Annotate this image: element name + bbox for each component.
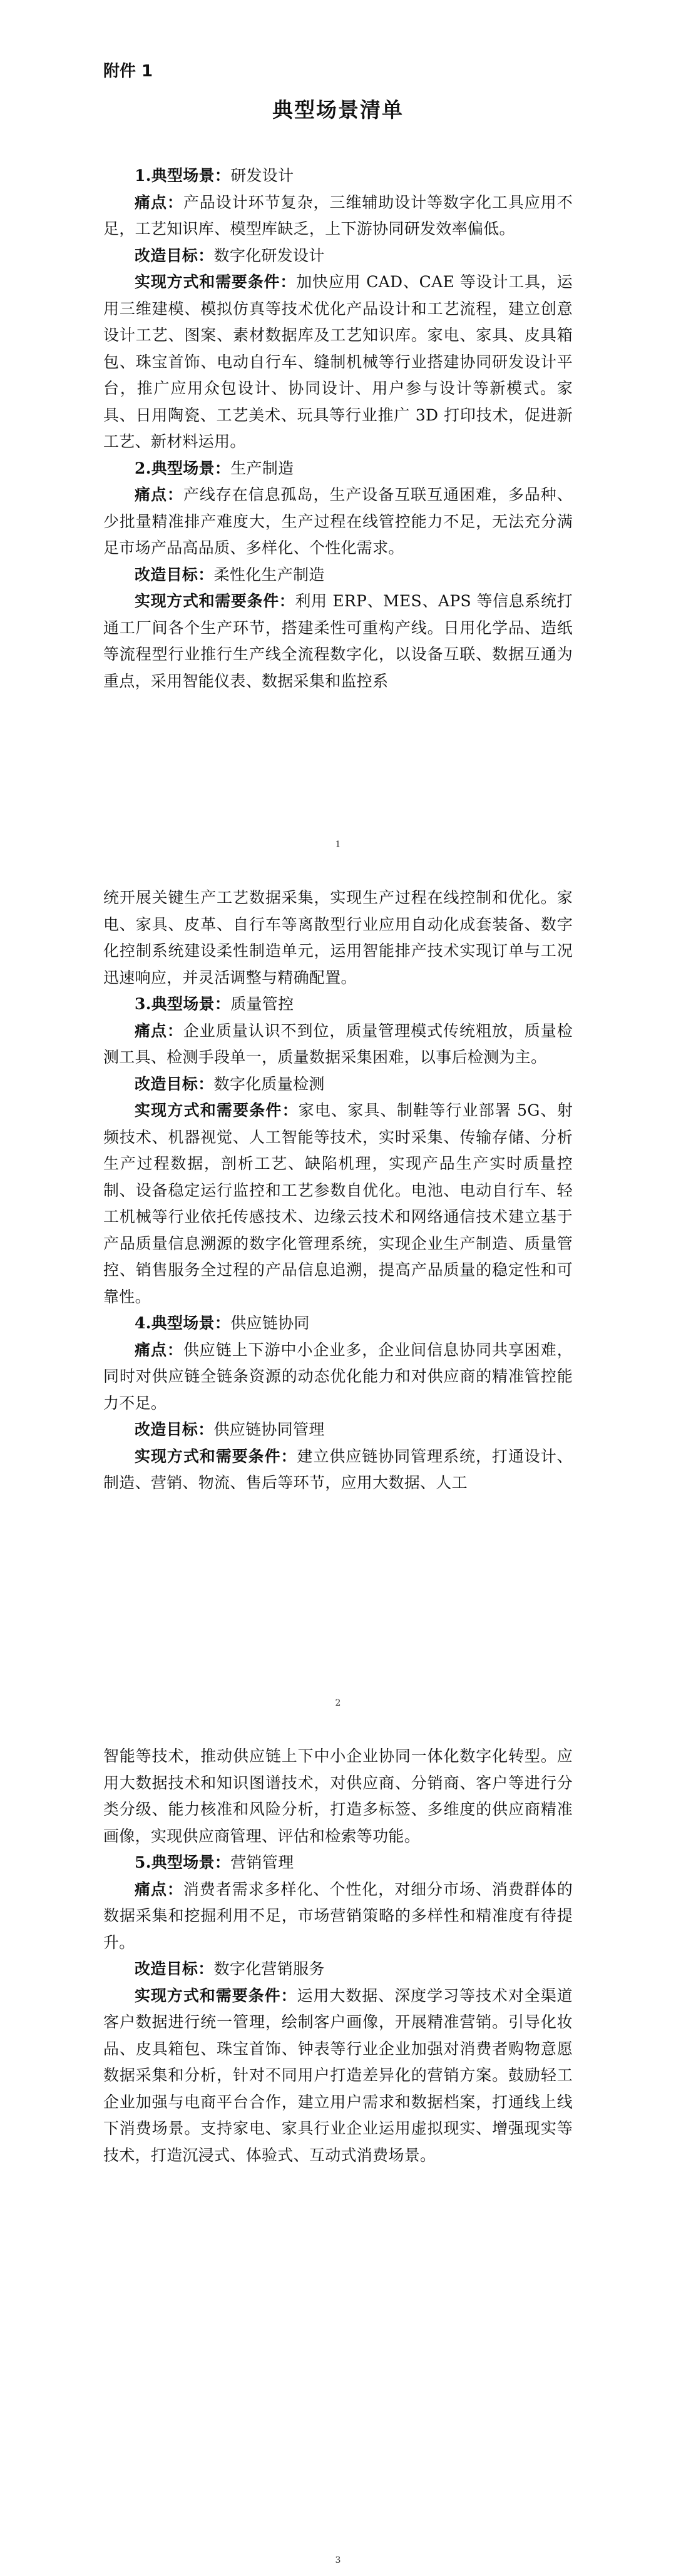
goal-text: 数字化营销服务	[213, 1960, 325, 1978]
goal-paragraph	[103, 243, 573, 270]
method-paragraph	[103, 1097, 573, 1310]
goal-label: 改造目标：	[135, 1420, 214, 1438]
method-text: 运用大数据、深度学习等技术对全渠道客户数据进行统一管理，绘制客户画像，开展精准营销。引导化妆品、皮具箱包、珠宝首饰、钟表等行业企业加强对消费者购物意愿数据采集和分析，针对不同用户打造差异化的营销方案。鼓励轻工企业加强与电商平台合作，建立用户需求和数据档案，打通线上线下消费场景。支持家电、家具行业企业运用虚拟现实、增强现实等技术，打造沉浸式、体验式、互动式消费场景。	[103, 1986, 573, 2164]
goal-text: 数字化研发设计	[213, 246, 325, 265]
pain-point-label: 痛点：	[135, 486, 183, 504]
method-label: 实现方式和需要条件：	[135, 1101, 299, 1119]
continuation-paragraph	[103, 885, 573, 991]
method-label: 实现方式和需要条件：	[135, 273, 297, 291]
pain-point-label: 痛点：	[135, 1340, 183, 1359]
page-2-content	[103, 885, 573, 1497]
goal-text: 柔性化生产制造	[213, 565, 325, 584]
method-paragraph	[103, 1443, 573, 1497]
scenario-heading-label: 3.典型场景：	[135, 995, 231, 1013]
method-text: 利用 ERP、MES、APS 等信息系统打通工厂间各个生产环节，搭建柔性可重构产线。日用化学品、造纸等流程型行业推行生产线全流程数字化，以设备互联、数据互通为重点，采用智能仪表、数据采集和监控系	[103, 592, 573, 690]
goal-paragraph	[103, 1417, 573, 1443]
method-text: 家电、家具、制鞋等行业部署 5G、射频技术、机器视觉、人工智能等技术，实时采集、传输存储、分析生产过程数据，剖析工艺、缺陷机理，实现产品生产实时质量控制、设备稳定运行监控和工艺参数自优化。电池、电动自行车、轻工机械等行业依托传感技术、边缘云技术和网络通信技术建立基于产品质量信息溯源的数字化管理系统，实现企业生产制造、质量管控、销售服务全过程的产品信息追溯，提高产品质量的稳定性和可靠性。	[103, 1101, 573, 1306]
goal-text: 供应链协同管理	[213, 1420, 325, 1438]
continuation-paragraph	[103, 1743, 573, 1850]
pain-point-paragraph	[103, 1018, 573, 1071]
attachment-label: 附件 1	[103, 62, 153, 81]
method-text: 建立供应链协同管理系统，打通设计、制造、营销、物流、售后等环节，应用大数据、人工	[103, 1447, 573, 1492]
method-label: 实现方式和需要条件：	[135, 1447, 297, 1465]
scenario-heading-text: 研发设计	[230, 166, 294, 185]
goal-label: 改造目标：	[135, 1074, 214, 1093]
page-1-content	[103, 58, 573, 695]
method-paragraph	[103, 269, 573, 456]
scenario-heading	[103, 1310, 573, 1337]
pain-point-label: 痛点：	[135, 1021, 183, 1040]
scenario-heading	[103, 991, 573, 1018]
goal-paragraph	[103, 562, 573, 589]
goal-label: 改造目标：	[135, 246, 214, 265]
scenario-heading-label: 5.典型场景：	[135, 1853, 231, 1871]
page-number: 1	[335, 840, 341, 850]
document-title: 典型场景清单	[272, 98, 404, 122]
method-paragraph	[103, 588, 573, 695]
pain-point-text: 消费者需求多样化、个性化，对细分市场、消费群体的数据采集和挖掘利用不足，市场营销策略的多样性和精准度有待提升。	[103, 1880, 573, 1952]
pain-point-label: 痛点：	[135, 193, 183, 211]
page-3-content	[103, 1743, 573, 2169]
scenario-heading-label: 2.典型场景：	[135, 459, 231, 477]
scenario-heading-label: 1.典型场景：	[135, 166, 231, 185]
scenario-heading	[103, 163, 573, 190]
pain-point-text: 企业质量认识不到位，质量管理模式传统粗放，质量检测工具、检测手段单一，质量数据采集困难，以事后检测为主。	[103, 1021, 573, 1066]
pain-point-paragraph	[103, 482, 573, 562]
scenario-heading	[103, 456, 573, 482]
pain-point-text: 产品设计环节复杂，三维辅助设计等数字化工具应用不足，工艺知识库、模型库缺乏，上下游协同研发效率偏低。	[103, 193, 573, 238]
scenario-heading-text: 生产制造	[230, 459, 294, 477]
pain-point-paragraph	[103, 1876, 573, 1957]
method-paragraph	[103, 1983, 573, 2169]
scenario-heading	[103, 1850, 573, 1876]
scenario-heading-text: 营销管理	[230, 1853, 294, 1871]
goal-label: 改造目标：	[135, 565, 214, 584]
continuation-text: 统开展关键生产工艺数据采集，实现生产过程在线控制和优化。家电、家具、皮革、自行车等离散型行业应用自动化成套装备、数字化控制系统建设柔性制造单元，运用智能排产技术实现订单与工况迅速响应，并灵活调整与精确配置。	[103, 888, 573, 987]
pain-point-paragraph	[103, 190, 573, 243]
scenario-heading-text: 供应链协同	[230, 1314, 310, 1332]
pain-point-text: 供应链上下游中小企业多，企业间信息协同共享困难，同时对供应链全链条资源的动态优化能力和对供应商的精准管控能力不足。	[103, 1340, 573, 1412]
document-page-3	[0, 1717, 676, 2576]
page-number: 2	[335, 1698, 341, 1708]
pain-point-label: 痛点：	[135, 1880, 183, 1898]
continuation-text: 智能等技术，推动供应链上下中小企业协同一体化数字化转型。应用大数据技术和知识图谱技术，对供应商、分销商、客户等进行分类分级、能力核准和风险分析，打造多标签、多维度的供应商精准画像，实现供应商管理、评估和检索等功能。	[103, 1747, 573, 1845]
scenario-heading-label: 4.典型场景：	[135, 1314, 231, 1332]
method-text: 加快应用 CAD、CAE 等设计工具，运用三维建模、模拟仿真等技术优化产品设计和工艺流程，建立创意设计工艺、图案、素材数据库及工艺知识库。家电、家具、皮具箱包、珠宝首饰、电动自行车、缝制机械等行业搭建协同研发设计平台，推广应用众包设计、协同设计、用户参与设计等新模式。家具、日用陶瓷、工艺美术、玩具等行业推广 3D 打印技术，促进新工艺、新材料运用。	[103, 273, 573, 451]
method-label: 实现方式和需要条件：	[135, 1986, 297, 2005]
goal-paragraph	[103, 1956, 573, 1983]
scenario-heading-text: 质量管控	[230, 995, 294, 1013]
goal-label: 改造目标：	[135, 1960, 214, 1978]
pain-point-paragraph	[103, 1337, 573, 1417]
goal-text: 数字化质量检测	[213, 1074, 325, 1093]
document-page-2	[0, 858, 676, 1717]
goal-paragraph	[103, 1071, 573, 1098]
pain-point-text: 产线存在信息孤岛，生产设备互联互通困难，多品种、少批量精准排产难度大，生产过程在线管控能力不足，无法充分满足市场产品高品质、多样化、个性化需求。	[103, 486, 573, 557]
document-page-1	[0, 0, 676, 858]
page-number: 3	[335, 2555, 341, 2565]
method-label: 实现方式和需要条件：	[135, 592, 295, 610]
